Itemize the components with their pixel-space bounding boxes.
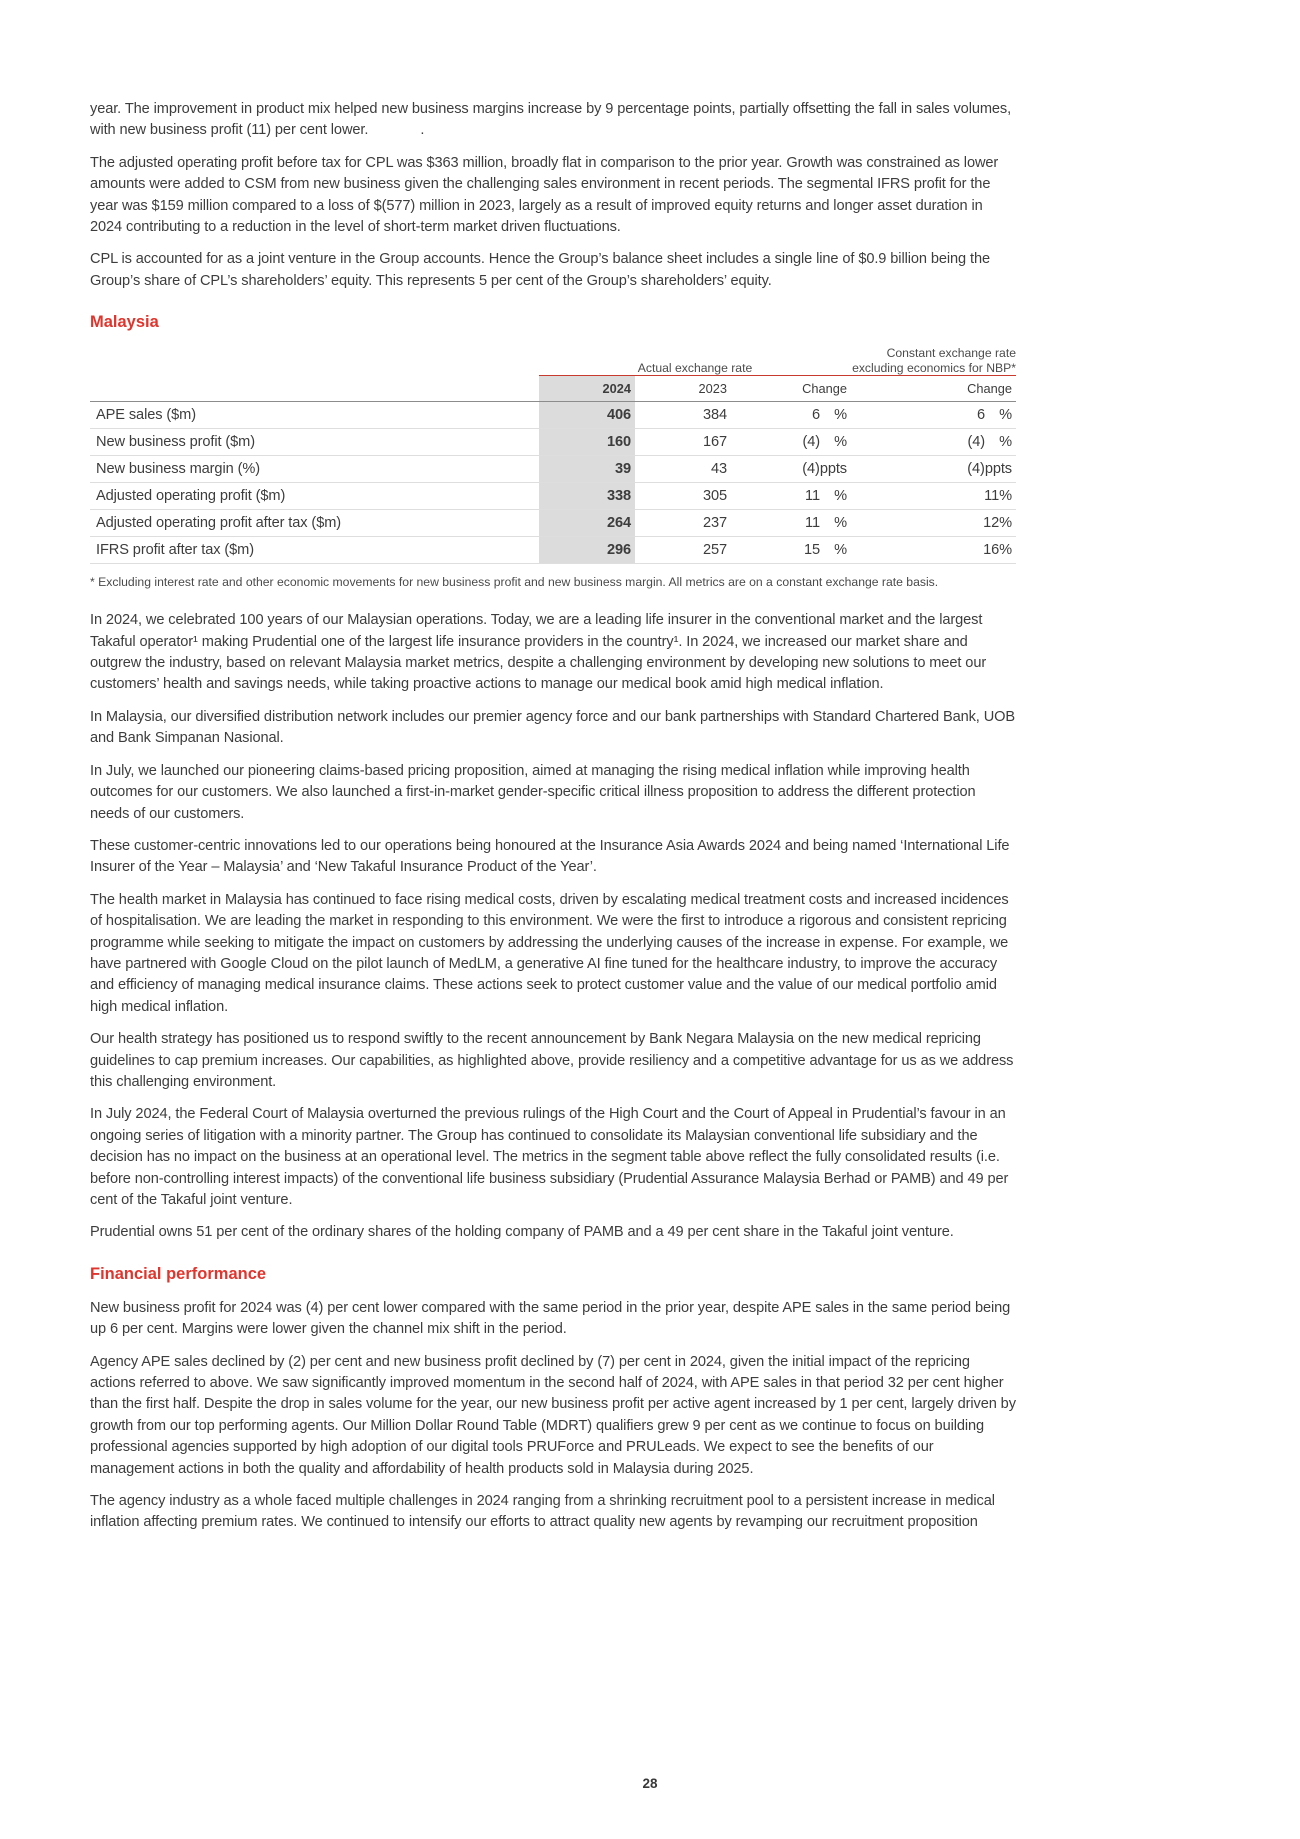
table-row bbox=[90, 402, 1016, 429]
change-value: 15 bbox=[803, 542, 820, 559]
change-actual bbox=[731, 402, 851, 429]
row-label: Adjusted operating profit after tax ($m) bbox=[90, 510, 539, 537]
empty-cell bbox=[90, 346, 539, 376]
column-header-change: Change bbox=[731, 376, 851, 402]
change-unit: % bbox=[834, 434, 847, 451]
table-row bbox=[90, 456, 1016, 483]
row-label: APE sales ($m) bbox=[90, 402, 539, 429]
body-paragraph bbox=[90, 99, 1016, 142]
change-cer bbox=[865, 483, 1016, 510]
change-value: 12% bbox=[983, 515, 1012, 532]
body-paragraph: Our health strategy has positioned us to respond swiftly to the recent announcement by Bank Negara Malaysia on the new medical repricing guidelines to cap premium increases. Our capabilities, as highlighted above, provide resiliency and a competitive advantage for us as we address this challenging environment. bbox=[90, 1031, 1014, 1090]
change-unit: % bbox=[834, 407, 847, 424]
group-line-2: excluding economics for NBP* bbox=[852, 360, 1016, 375]
table-row bbox=[90, 483, 1016, 510]
change-cer bbox=[865, 456, 1016, 483]
empty-cell bbox=[851, 429, 865, 456]
page-number: 28 bbox=[642, 1776, 658, 1791]
change-cer bbox=[865, 537, 1016, 564]
table-row bbox=[90, 510, 1016, 537]
change-value: 11 bbox=[805, 488, 820, 505]
section-heading-financial-performance: Financial performance bbox=[90, 1264, 267, 1283]
empty-cell bbox=[851, 376, 865, 402]
empty-cell bbox=[851, 456, 865, 483]
body-paragraph: The health market in Malaysia has continued to face rising medical costs, driven by escalating medical treatment costs and increased incidences of hospitalisation. We are leading the market in responding to this environment. We were the first to introduce a rigorous and consistent repricing programme while seeking to mitigate the impact on customers by addressing the underlying causes of the increase in expense. For example, we have partnered with Google Cloud on the pilot launch of MedLM, a generative AI fine tuned for the healthcare industry, to improve the accuracy and efficiency of managing medical insurance claims. These actions seek to protect customer value and the value of our medical portfolio amid high medical inflation. bbox=[90, 891, 1009, 1015]
body-paragraph: CPL is accounted for as a joint venture in the Group accounts. Hence the Group’s balance sheet includes a single line of $0.9 billion being the Group’s share of CPL’s shareholders’ equity. This represents 5 per cent of the Group’s shareholders’ equity. bbox=[90, 251, 991, 289]
change-value: (4) bbox=[802, 434, 820, 451]
value-2023: 257 bbox=[635, 537, 731, 564]
change-cer bbox=[865, 429, 1016, 456]
change-actual bbox=[731, 537, 851, 564]
table-group-header-row bbox=[90, 346, 1016, 376]
malaysia-metrics-table bbox=[90, 346, 1016, 564]
value-2024: 296 bbox=[539, 537, 635, 564]
table-footnote: * Excluding interest rate and other economic movements for new business profit and new business margin. All metrics are on a constant exchange rate basis. bbox=[90, 575, 939, 590]
column-group-constant-exchange-rate bbox=[851, 346, 1016, 376]
row-label: Adjusted operating profit ($m) bbox=[90, 483, 539, 510]
value-2023: 384 bbox=[635, 402, 731, 429]
empty-cell bbox=[851, 402, 865, 429]
change-value: 16% bbox=[983, 542, 1012, 559]
value-2024: 160 bbox=[539, 429, 635, 456]
empty-cell bbox=[851, 537, 865, 564]
body-paragraph: In July 2024, the Federal Court of Malaysia overturned the previous rulings of the High Court and the Court of Appeal in Prudential’s favour in an ongoing series of litigation with a minority partner. The Group has continued to consolidate its Malaysian conventional life subsidiary and the decision has no impact on the business at an operational level. The metrics in the segment table above reflect the fully consolidated results (i.e. before non-controlling interest impacts) of the conventional life business subsidiary (Prudential Assurance Malaysia Berhad or PAMB) and 49 per cent of the Takaful joint venture. bbox=[90, 1106, 1009, 1208]
column-group-actual-exchange-rate: Actual exchange rate bbox=[539, 346, 851, 376]
body-paragraph: The agency industry as a whole faced multiple challenges in 2024 ranging from a shrinking recruitment pool to a persistent increase in medical inflation affecting premium rates. We continued to intensify our efforts to attract quality new agents by revamping our recruitment proposition bbox=[90, 1493, 995, 1531]
change-value: 6 bbox=[976, 407, 985, 424]
value-2024: 338 bbox=[539, 483, 635, 510]
change-value: (4) bbox=[802, 461, 820, 478]
empty-cell bbox=[851, 510, 865, 537]
body-paragraph: New business profit for 2024 was (4) per cent lower compared with the same period in the prior year, despite APE sales in the same period being up 6 per cent. Margins were lower given the channel mix shift in the period. bbox=[90, 1299, 1011, 1338]
group-line-1: Constant exchange rate bbox=[886, 346, 1016, 361]
value-2024: 39 bbox=[539, 456, 635, 483]
body-paragraph: These customer-centric innovations led to our operations being honoured at the Insurance Asia Awards 2024 and being named ‘International Life Insurer of the Year – Malaysia’ and ‘New Takaful Insurance Product of the Year’. bbox=[90, 837, 1010, 876]
body-paragraph: Agency APE sales declined by (2) per cent and new business profit declined by (7) per cent in 2024, given the initial impact of the repricing actions referred to above. We saw significantly improved momentum in the second half of 2024, with APE sales in that period 32 per cent higher than the first half. Despite the drop in sales volume for the year, our new business profit per active agent increased by 1 per cent, largely driven by growth from our top performing agents. Our Million Dollar Round Table (MDRT) qualifiers grew 9 per cent as we continue to focus on building professional agencies supported by high adoption of our digital tools PRUForce and PRULeads. We expect to see the benefits of our management actions in both the quality and affordability of health products sold in Malaysia during 2025. bbox=[90, 1353, 1016, 1477]
change-unit: % bbox=[999, 434, 1012, 451]
change-unit: % bbox=[834, 542, 847, 559]
change-cer bbox=[865, 402, 1016, 429]
change-actual bbox=[731, 510, 851, 537]
column-header-2024: 2024 bbox=[539, 376, 635, 402]
value-2024: 406 bbox=[539, 402, 635, 429]
change-value: 6 bbox=[811, 407, 820, 424]
change-value: (4) bbox=[967, 434, 985, 451]
body-paragraph: In July, we launched our pioneering claims-based pricing proposition, aimed at managing the rising medical inflation while improving health outcomes for our customers. We also launched a first-in-market gender-specific critical illness proposition to address the different protection needs of our customers. bbox=[90, 762, 976, 822]
table-row bbox=[90, 537, 1016, 564]
body-paragraph: The adjusted operating profit before tax for CPL was $363 million, broadly flat in comparison to the prior year. Growth was constrained as lower amounts were added to CSM from new business given the challenging sales environment in recent periods. The segmental IFRS profit for the year was $159 million compared to a loss of $(577) million in 2023, largely as a result of improved equity returns and longer asset duration in 2024 contributing to a reduction in the level of short-term market driven fluctuations. bbox=[90, 154, 999, 236]
change-unit: ppts bbox=[984, 461, 1012, 478]
paragraph-text: year. The improvement in product mix helped new business margins increase by 9 percentage points, partially offsetting the fall in sales volumes, with new business profit (11) per cent lower. bbox=[90, 101, 1012, 139]
change-unit: % bbox=[834, 488, 847, 505]
change-value: (4) bbox=[967, 461, 985, 478]
row-label: New business profit ($m) bbox=[90, 429, 539, 456]
change-unit: ppts bbox=[819, 461, 847, 478]
change-unit: % bbox=[834, 515, 847, 532]
table-column-header-row bbox=[90, 376, 1016, 402]
body-paragraph: In 2024, we celebrated 100 years of our Malaysian operations. Today, we are a leading life insurer in the conventional market and the largest Takaful operator¹ making Prudential one of the largest life insurance providers in the country¹. In 2024, we increased our market share and outgrew the industry, based on relevant Malaysia market metrics, despite a challenging environment by developing new solutions to meet our customers’ health and savings needs, while taking proactive actions to manage our medical book amid high medical inflation. bbox=[90, 612, 987, 693]
change-value: 11% bbox=[984, 488, 1012, 505]
table-row bbox=[90, 429, 1016, 456]
value-2023: 305 bbox=[635, 483, 731, 510]
change-value: 11 bbox=[805, 515, 820, 532]
value-2023: 43 bbox=[635, 456, 731, 483]
page-content bbox=[90, 99, 1016, 1545]
body-paragraph: In Malaysia, our diversified distribution network includes our premier agency force and our bank partnerships with Standard Chartered Bank, UOB and Bank Simpanan Nasional. bbox=[90, 708, 1016, 747]
empty-cell bbox=[90, 376, 539, 402]
value-2023: 167 bbox=[635, 429, 731, 456]
stray-period: . bbox=[420, 122, 425, 139]
row-label: New business margin (%) bbox=[90, 456, 539, 483]
empty-cell bbox=[851, 483, 865, 510]
change-actual bbox=[731, 483, 851, 510]
change-actual bbox=[731, 429, 851, 456]
row-label: IFRS profit after tax ($m) bbox=[90, 537, 539, 564]
change-actual bbox=[731, 456, 851, 483]
section-heading-malaysia: Malaysia bbox=[90, 313, 159, 332]
body-paragraph: Prudential owns 51 per cent of the ordinary shares of the holding company of PAMB and a 49 per cent share in the Takaful joint venture. bbox=[90, 1224, 954, 1241]
change-cer bbox=[865, 510, 1016, 537]
value-2024: 264 bbox=[539, 510, 635, 537]
column-header-cer-change: Change bbox=[865, 376, 1016, 402]
value-2023: 237 bbox=[635, 510, 731, 537]
change-unit: % bbox=[999, 407, 1012, 424]
column-header-2023: 2023 bbox=[635, 376, 731, 402]
